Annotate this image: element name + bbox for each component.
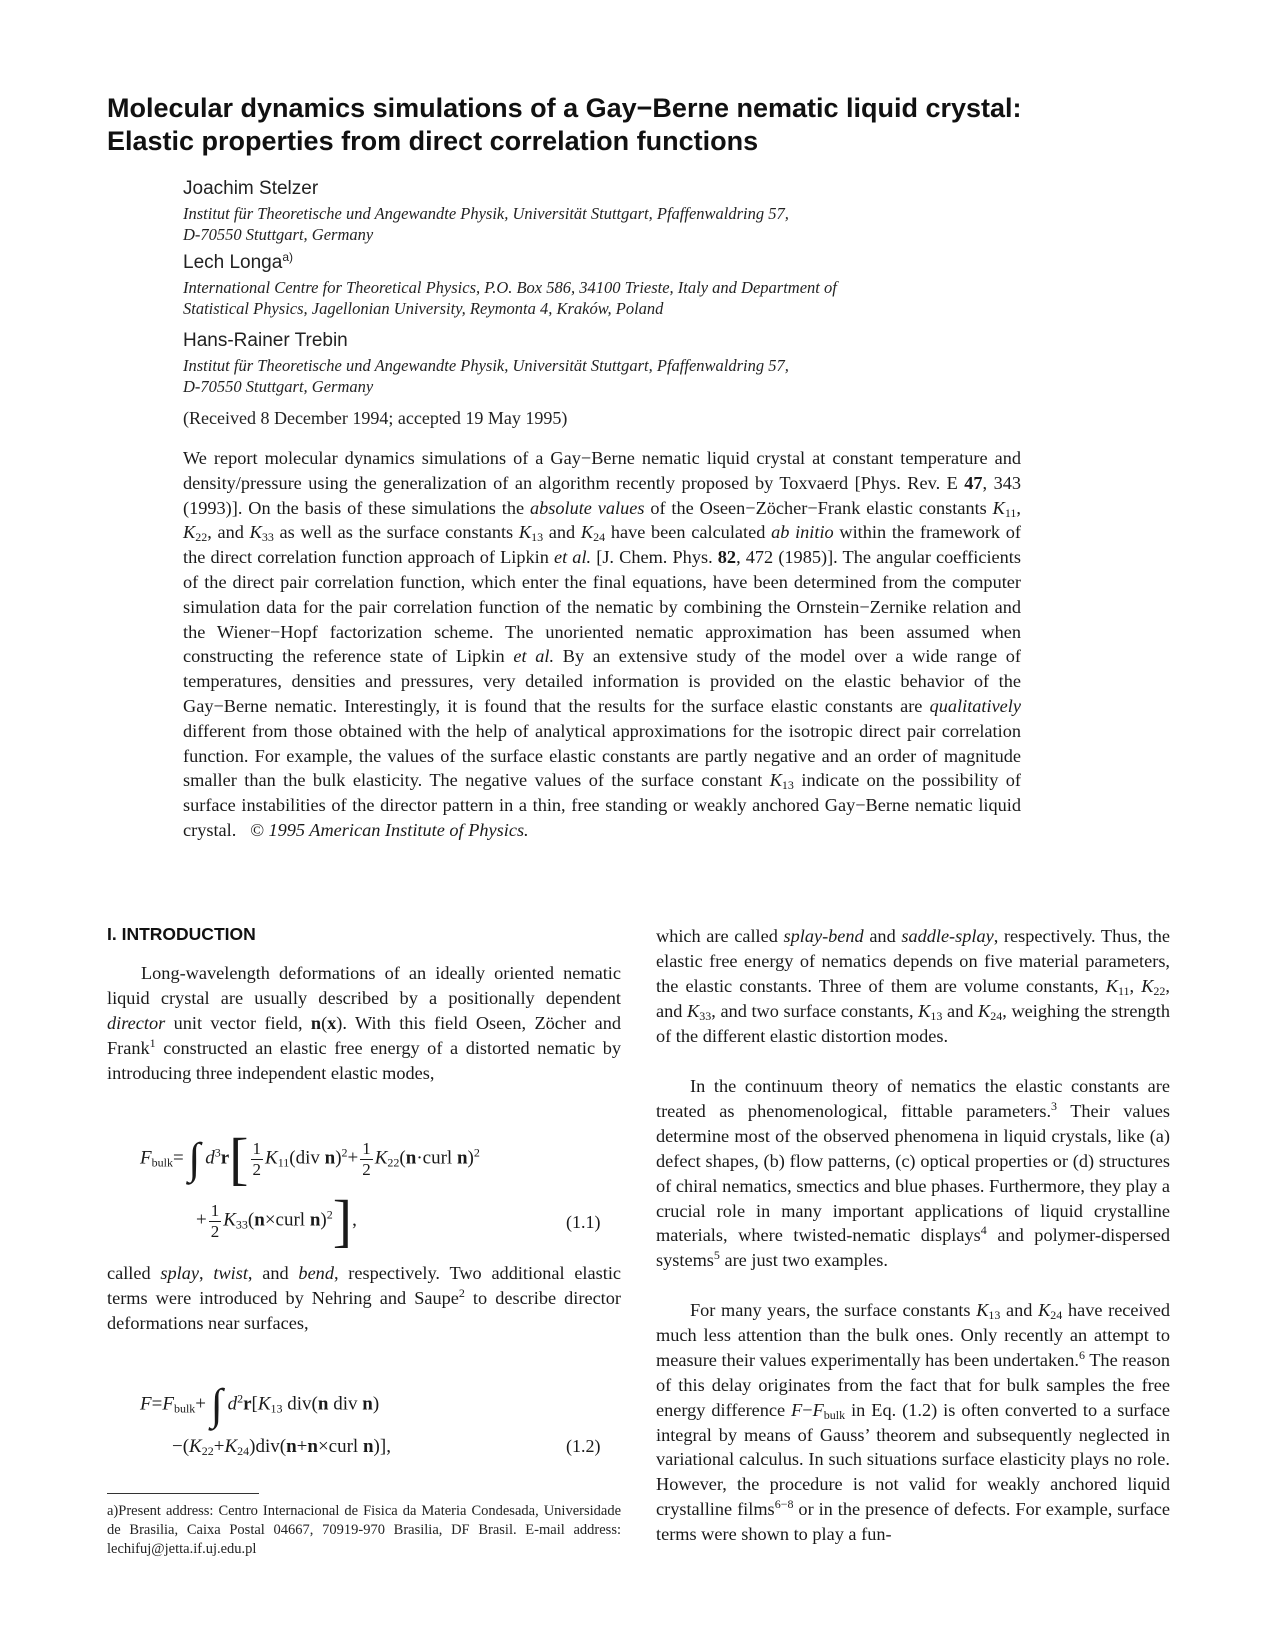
citation-ref: 4 bbox=[980, 1223, 987, 1238]
affiliation-line: D-70550 Stuttgart, Germany bbox=[183, 225, 374, 244]
section-heading: I. INTRODUCTION bbox=[107, 924, 256, 944]
equation-number: (1.2) bbox=[566, 1436, 601, 1456]
received-dates: (Received 8 December 1994; accepted 19 May 1995) bbox=[183, 408, 568, 428]
author-footnote-marker: a) bbox=[282, 250, 293, 264]
title-line-1: Molecular dynamics simulations of a Gay−Berne nematic liquid crystal: bbox=[107, 93, 1022, 123]
author-name: Lech Longa$^{a)}$ bbox=[183, 250, 293, 273]
right-paragraph-2: In the continuum theory of nematics the elastic constants are treated as phenomenological, fittable parameters.$^3$ Their values determine most of the observed phenomena in liquid crystals, like (a) defect shapes, (b) flow patterns, (c) optical properties or (d) structures of chiral nematics, smectics and blue phases. Furthermore, they play a crucial role in many important applications of liquid crystalline materials, where twisted-nematic displays$^4$ and polymer-dispersed systems$^5$ are just two examples. bbox=[656, 1076, 1171, 1271]
affiliation-line: Institut für Theoretische und Angewandte Physik, Universität Stuttgart, Pfaffenwaldring 57, bbox=[183, 204, 789, 223]
affiliation-line: D-70550 Stuttgart, Germany bbox=[183, 377, 374, 396]
author-name: Joachim Stelzer bbox=[183, 178, 319, 199]
citation-ref: 6 bbox=[1079, 1347, 1085, 1362]
right-paragraph-3: For many years, the surface constants $K_{13}$ and $K_{24}$ have received much less attention than the bulk ones. Only recently an attempt to measure their values experimentally has been undertaken.$^6$ The reason of this delay originates from the fact that for bulk samples the free energy difference $F-F_{bulk}$ in Eq. (1.2) is often converted to a surface integral by means of Gauss’ theorem and subsequently neglected in variational calculus. In such situations surface elasticity plays no role. However, the procedure is not valid for weakly anchored liquid crystalline films$^{6-8}$ or in the presence of defects. For example, surface terms were shown to play a fun- bbox=[656, 1300, 1171, 1545]
author-name: Hans-Rainer Trebin bbox=[183, 330, 348, 351]
equation-1-2-line-1: $F=F_{bulk}+$ ∫ $d^2r[K_{13}$ div(n div n) bbox=[140, 1380, 380, 1429]
abstract: We report molecular dynamics simulations of a Gay−Berne nematic liquid crystal at constant temperature and density/pressure using the generalization of an algorithm recently proposed by Toxvaerd [Phys. Rev. E 47, 343 (1993)]. On the basis of these simulations the absolute values of the Oseen−Zöcher−Frank elastic constants $K_{11}$, $K_{22}$, and $K_{33}$ as well as the surface constants $K_{13}$ and $K_{24}$ have been calculated ab initio within the framework of the direct correlation function approach of Lipkin et al. [J. Chem. Phys. 82, 472 (1985)]. The angular coefficients of the direct pair correlation function, which enter the final equations, have been determined from the computer simulation data for the pair correlation function of the nematic by combining the Ornstein−Zernike relation and the Wiener−Hopf factorization scheme. The unoriented nematic approximation has been assumed when constructing the reference state of Lipkin et al. By an extensive study of the model over a wide range of temperatures, densities and pressures, very detailed information is provided on the elastic behavior of the Gay−Berne nematic. Interestingly, it is found that the results for the surface elastic constants are qualitatively different from those obtained with the help of analytical approximations for the isotropic direct pair correlation function. For example, the values of the surface elastic constants are partly negative and an order of magnitude smaller than the bulk elasticity. The negative values of the surface constant $K_{13}$ indicate on the possibility of surface instabilities of the director pattern in a thin, free standing or weakly anchored Gay−Berne nematic liquid crystal. © 1995 American Institute of Physics. bbox=[183, 448, 1022, 840]
affiliation-line: Statistical Physics, Jagellonian University, Reymonta 4, Kraków, Poland bbox=[183, 299, 664, 318]
author-affiliation bbox=[183, 355, 1083, 397]
footnote-divider bbox=[107, 1493, 259, 1494]
intro-paragraph-1: Long-wavelength deformations of an ideally oriented nematic liquid crystal are usually described by a positionally dependent director unit vector field, n(x). With this field Oseen, Zöcher and Frank$^1$ constructed an elastic free energy of a distorted nematic by introducing three independent elastic modes, bbox=[107, 963, 622, 1083]
affiliation-line: International Centre for Theoretical Physics, P.O. Box 586, 34100 Trieste, Italy and Department of bbox=[183, 278, 837, 297]
equation-number: (1.1) bbox=[566, 1212, 601, 1232]
copyright-notice: © 1995 American Institute of Physics. bbox=[250, 819, 529, 840]
author-affiliation bbox=[183, 203, 1083, 245]
right-paragraph-1: which are called splay-bend and saddle-splay, respectively. Thus, the elastic free energy of nematics depends on five material parameters, the elastic constants. Three of them are volume constants, $K_{11}$, $K_{22}$, and $K_{33}$, and two surface constants, $K_{13}$ and $K_{24}$, weighing the strength of the different elastic distortion modes. bbox=[656, 926, 1170, 1046]
affiliation-line: Institut für Theoretische und Angewandte Physik, Universität Stuttgart, Pfaffenwaldring 57, bbox=[183, 356, 789, 375]
citation-ref: 1 bbox=[149, 1035, 156, 1050]
equation-1-1-line-2: + $\frac{1}{2}$ $K_{33}(n\times curl$ n)$^2$], bbox=[196, 1188, 357, 1253]
footnote: a)Present address: Centro Internacional de Fisica da Materia Condesada, Universidade de Brasilia, Caixa Postal 04667, 70919-970 Brasilia, DF Brasil. E-mail address: lechifuj@jetta.if.uj.edu.pl bbox=[107, 1503, 621, 1557]
author-block-2 bbox=[183, 252, 1083, 319]
citation-ref: 6−8 bbox=[774, 1497, 794, 1512]
equation-1-2-line-2: $-(K_{22}+K_{24})div(n+n\times curl$ n)], bbox=[172, 1436, 391, 1458]
author-block-1 bbox=[183, 178, 1083, 245]
author-block-3 bbox=[183, 330, 1083, 397]
intro-paragraph-2: called splay, twist, and bend, respectively. Two additional elastic terms were introduced by Nehring and Saupe$^2$ to describe director deformations near surfaces, bbox=[107, 1263, 622, 1333]
citation-ref: 2 bbox=[458, 1285, 465, 1300]
citation-ref: 5 bbox=[713, 1248, 720, 1263]
equation-1-1-line-1: $F_{bulk}=$ ∫ $d^3r$[ $\frac{1}{2}$ $K_{11}(div$ n)$^2$+ $\frac{1}{2}$ $K_{22}(n\cdot curl$ n)$^2$ bbox=[140, 1126, 480, 1191]
citation-ref: 3 bbox=[1051, 1098, 1058, 1113]
title-line-2: Elastic properties from direct correlation functions bbox=[107, 126, 759, 156]
paper-title bbox=[107, 92, 1187, 158]
author-affiliation bbox=[183, 277, 1083, 319]
